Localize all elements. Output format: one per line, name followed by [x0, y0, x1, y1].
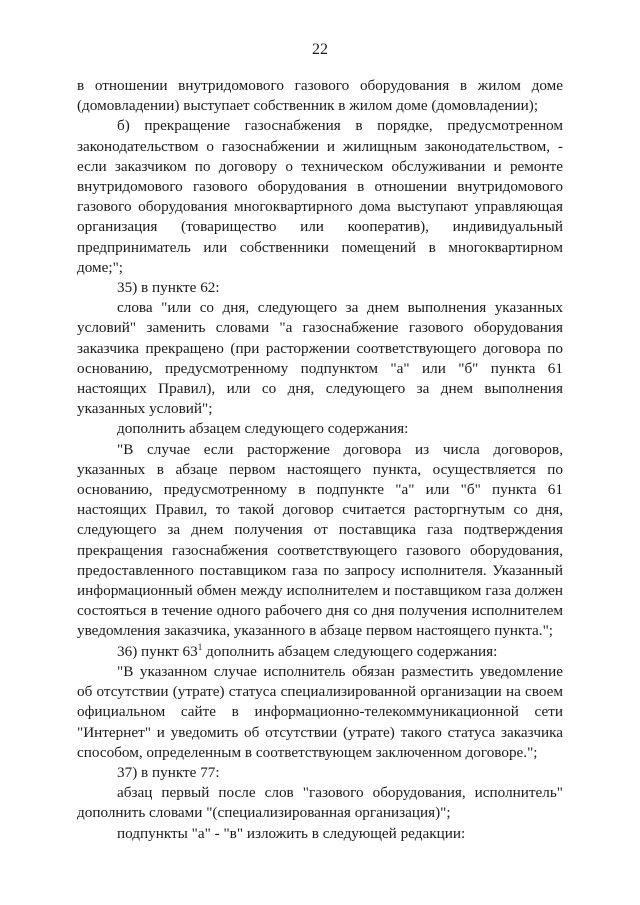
paragraph: в отношении внутридомового газового оборудования в жилом доме (домовладении) выступает собственник в жилом доме (домовладении);: [77, 77, 563, 115]
page-number: 22: [312, 41, 328, 58]
paragraph: абзац первый после слов "газового оборудования, исполнитель" дополнить словами "(специализированная организация)";: [77, 784, 563, 822]
paragraph-text: 36) пункт 63: [117, 642, 198, 660]
paragraph: [77, 642, 563, 662]
paragraph: слова "или со дня, следующего за днем выполнения указанных условий" заменить словами "а газоснабжение газового оборудования заказчика прекращено (при расторжении соответствующего договора по основанию, предусмотренному подпунктом "а" или "б" пункта 61 настоящих Правил), или со дня, следующего за днем выполнения указанных условий";: [77, 299, 563, 418]
paragraph-text: дополнить абзацем следующего содержания:: [202, 642, 498, 660]
paragraph: 35) в пункте 62:: [117, 279, 220, 297]
document-body: [77, 76, 563, 844]
paragraph: подпункты "а" - "в" изложить в следующей редакции:: [117, 824, 466, 842]
paragraph: дополнить абзацем следующего содержания:: [117, 420, 409, 438]
paragraph: 37) в пункте 77:: [117, 763, 220, 781]
paragraph: "В случае если расторжение договора из числа договоров, указанных в абзаце первом настоящего пункта, осуществляется по основанию, предусмотренному в подпункте "а" или "б" пункта 61 настоящих Правил, то такой договор считается расторгнутым со дня, следующего за днем получения от поставщика газа подтверждения прекращения газоснабжения соответствующего газового оборудования, предоставленного поставщиком газа по запросу исполнителя. Указанный информационный обмен между исполнителем и поставщиком газа должен состояться в течение одного рабочего дня со дня получения исполнителем уведомления заказчика, указанного в абзаце первом настоящего пункта.";: [77, 440, 563, 640]
paragraph: "В указанном случае исполнитель обязан разместить уведомление об отсутствии (утрате) статуса специализированной организации на своем официальном сайте в информационно-телекоммуникационной сети "Интернет" и уведомить об отсутствии (утрате) такого статуса заказчика способом, определенным в соответствующем заключенном договоре.";: [77, 662, 563, 761]
superscript: 1: [197, 641, 203, 652]
paragraph: б) прекращение газоснабжения в порядке, предусмотренном законодательством о газоснабжении и жилищным законодательством, - если заказчиком по договору о техническом обслуживании и ремонте внутридомового газового оборудования в отношении внутридомового газового оборудования многоквартирного дома выступают управляющая организация (товарищество или кооператив), индивидуальный предприниматель или собственники помещений в многоквартирном доме;";: [77, 117, 563, 276]
